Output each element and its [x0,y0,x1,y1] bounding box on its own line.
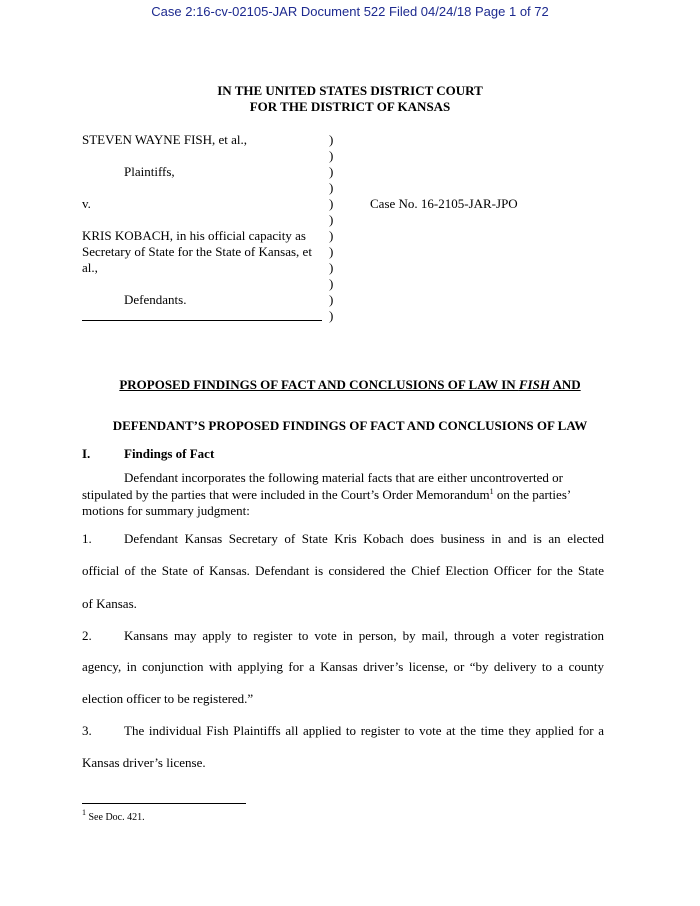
paragraph-line: agency, in conjunction with applying for a Kansas driver’s license, or “by delivery to a county [82,659,604,674]
paragraph-number: 2. [82,628,92,643]
paragraph-line: Defendant Kansas Secretary of State Kris Kobach does business in and is an elected [124,531,604,546]
caption-bracket: ) [329,148,334,163]
section-number: I. [82,446,91,461]
footnote-text: See Doc. 421. [86,812,145,823]
paragraph-line: Kansans may apply to register to vote in person, by mail, through a voter registration [124,628,604,643]
caption-underline [82,320,322,321]
caption-plaintiffs-label: Plaintiffs, [124,164,175,179]
caption-bracket: ) [329,292,334,307]
document-title-line1 [0,377,700,393]
caption-bracket: ) [329,260,334,275]
caption-defendant-line3: al., [82,260,98,275]
court-title-line2: FOR THE DISTRICT OF KANSAS [249,99,451,114]
court-title-line1: IN THE UNITED STATES DISTRICT COURT [217,83,483,98]
paragraph-line: of Kansas. [82,596,137,611]
paragraph-line: official of the State of Kansas. Defendant is considered the Chief Election Officer for the State [82,563,604,578]
caption-versus: v. [82,196,91,211]
footnote-reference: 1 [489,487,494,496]
footnote-separator [82,803,246,804]
intro-text: stipulated by the parties that were included in the Court’s Order Memorandum [82,487,490,502]
intro-line3: motions for summary judgment: [82,503,250,518]
document-title-line2: DEFENDANT’S PROPOSED FINDINGS OF FACT AND CONCLUSIONS OF LAW [112,418,588,433]
caption-bracket: ) [329,228,334,243]
title-text: PROPOSED FINDINGS OF FACT AND CONCLUSIONS OF LAW IN [119,377,519,392]
caption-bracket: ) [329,212,334,227]
intro-line1: Defendant incorporates the following material facts that are either uncontroverted or [124,470,563,485]
title-italic-text: FISH [518,377,550,392]
caption-bracket: ) [329,132,334,147]
caption-plaintiff: STEVEN WAYNE FISH, et al., [82,132,248,147]
caption-defendant-line2: Secretary of State for the State of Kansas, et [82,244,312,259]
caption-bracket: ) [329,196,334,211]
ecf-header-stamp: Case 2:16-cv-02105-JAR Document 522 Filed 04/24/18 Page 1 of 72 [151,4,549,19]
intro-text: on the parties’ [493,487,572,502]
footnote-mark: 1 [82,808,86,817]
title-text: AND [549,377,581,392]
caption-defendants-label: Defendants. [124,292,187,307]
paragraph-number: 1. [82,531,92,546]
paragraph-number: 3. [82,723,92,738]
case-number: Case No. 16-2105-JAR-JPO [370,196,518,211]
footnote [82,808,145,823]
caption-bracket: ) [329,308,334,323]
paragraph-line: election officer to be registered.” [82,691,254,706]
caption-bracket: ) [329,164,334,179]
caption-defendant-line1: KRIS KOBACH, in his official capacity as [82,228,306,243]
intro-line2 [82,487,571,503]
section-heading: Findings of Fact [124,446,215,461]
caption-bracket: ) [329,180,334,195]
caption-bracket: ) [329,276,334,291]
caption-bracket: ) [329,244,334,259]
paragraph-line: Kansas driver’s license. [82,755,206,770]
paragraph-line: The individual Fish Plaintiffs all applied to register to vote at the time they applied for a [124,723,604,738]
